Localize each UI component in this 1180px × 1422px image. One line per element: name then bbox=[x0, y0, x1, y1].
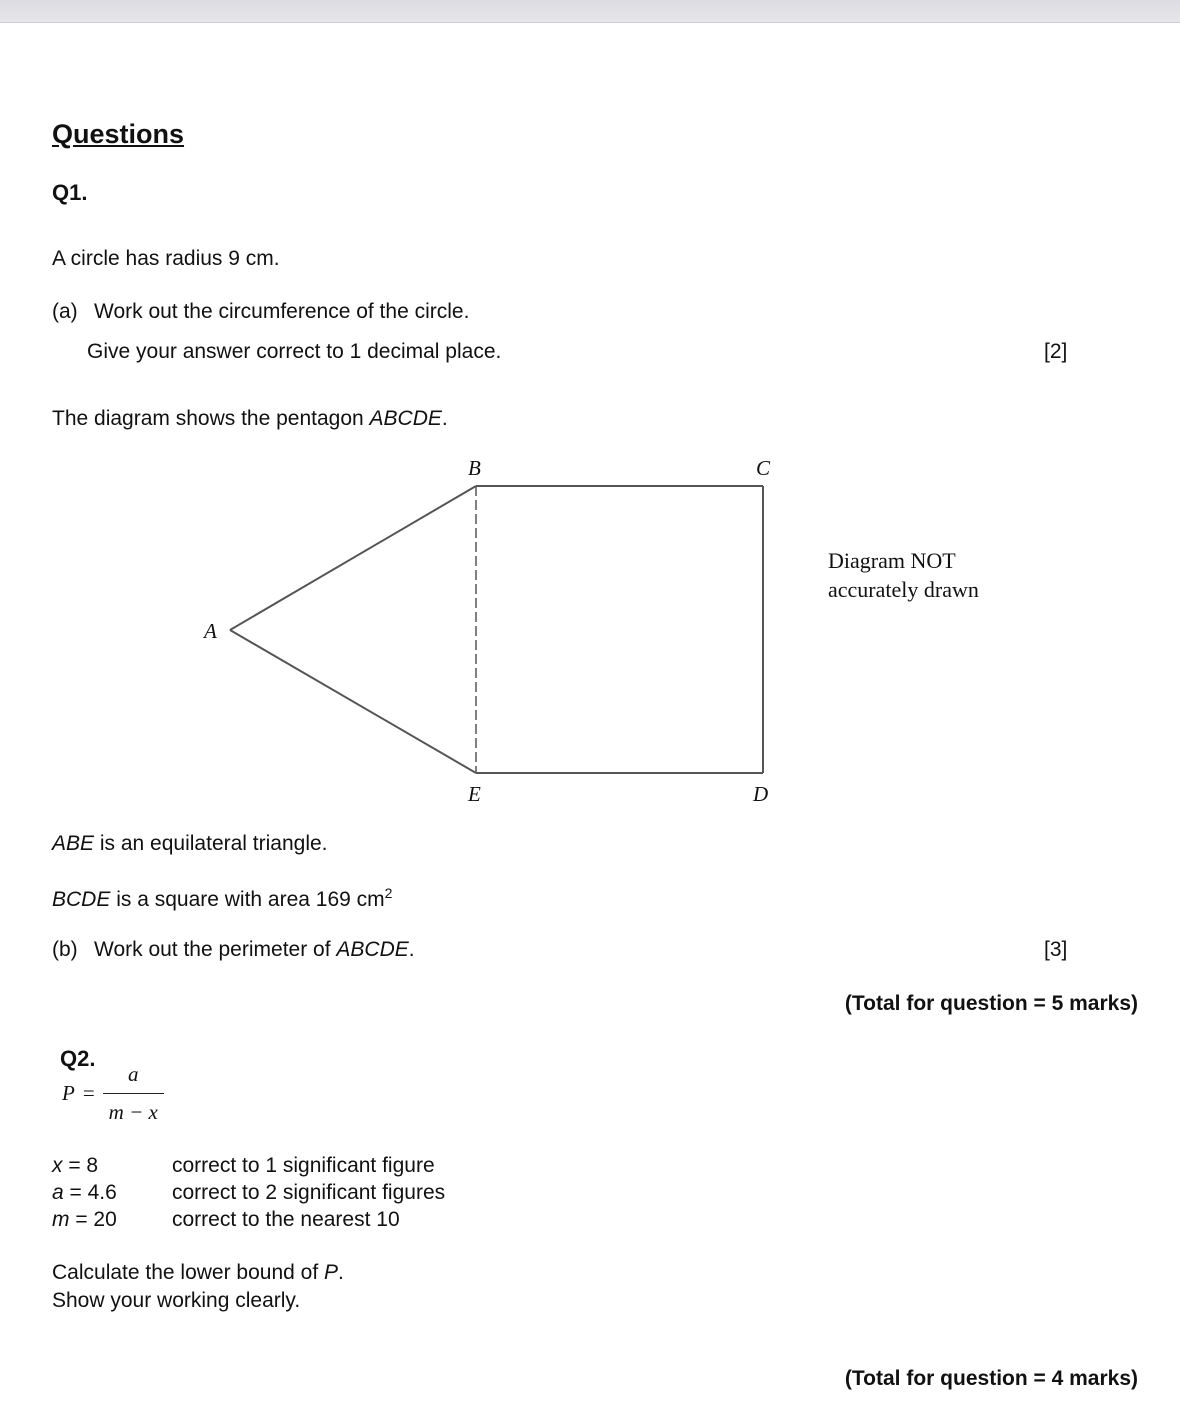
value-a: a = 4.6 bbox=[52, 1181, 117, 1204]
vertex-label-a: A bbox=[204, 619, 217, 643]
q1a-line1: Work out the circumference of the circle. bbox=[94, 300, 470, 323]
q1-intro: A circle has radius 9 cm. bbox=[52, 247, 280, 270]
q1a-marks: [2] bbox=[1044, 340, 1068, 363]
diagram-intro: The diagram shows the pentagon ABCDE. bbox=[52, 407, 448, 430]
edge-ab bbox=[230, 486, 476, 630]
diagram-note-line2: accurately drawn bbox=[828, 577, 979, 602]
q2-instruction-2: Show your working clearly. bbox=[52, 1289, 301, 1312]
q1-total: (Total for question = 5 marks) bbox=[844, 992, 1138, 1015]
q2-total: (Total for question = 4 marks) bbox=[844, 1367, 1138, 1390]
value-x: x = 8 bbox=[52, 1154, 99, 1177]
formula-fraction: $\frac{a}{m - x}$ bbox=[103, 1062, 164, 1125]
value-x-desc: correct to 1 significant figure bbox=[172, 1154, 435, 1177]
q2-number: Q2. bbox=[60, 1046, 96, 1071]
q1a-line2: Give your answer correct to 1 decimal place. bbox=[87, 340, 502, 363]
value-m: m = 20 bbox=[52, 1208, 117, 1231]
q1b-text: Work out the perimeter of ABCDE. bbox=[94, 938, 415, 961]
vertex-label-e: E bbox=[468, 782, 481, 806]
q1a-label: (a) bbox=[52, 300, 78, 323]
q1b-label: (b) bbox=[52, 938, 78, 961]
diagram-note-line1: Diagram NOT bbox=[828, 548, 956, 573]
statement-bcde: BCDE is a square with area 169 $cm^2$ bbox=[52, 885, 393, 911]
vertex-label-c: C bbox=[756, 456, 771, 480]
q1-number: Q1. bbox=[52, 180, 88, 205]
value-a-desc: correct to 2 significant figures bbox=[172, 1181, 446, 1204]
edge-ae bbox=[230, 630, 476, 773]
statement-abe: ABE is an equilateral triangle. bbox=[52, 832, 328, 855]
q2-formula: P = $\frac{a}{m - x}$ bbox=[62, 1062, 164, 1125]
value-m-desc: correct to the nearest 10 bbox=[172, 1208, 400, 1231]
vertex-label-b: B bbox=[468, 456, 481, 480]
q2-instruction: Calculate the lower bound of P. bbox=[52, 1261, 344, 1284]
page-title: Questions bbox=[52, 119, 185, 149]
vertex-label-d: D bbox=[753, 782, 769, 806]
q1b-marks: [3] bbox=[1044, 938, 1068, 961]
